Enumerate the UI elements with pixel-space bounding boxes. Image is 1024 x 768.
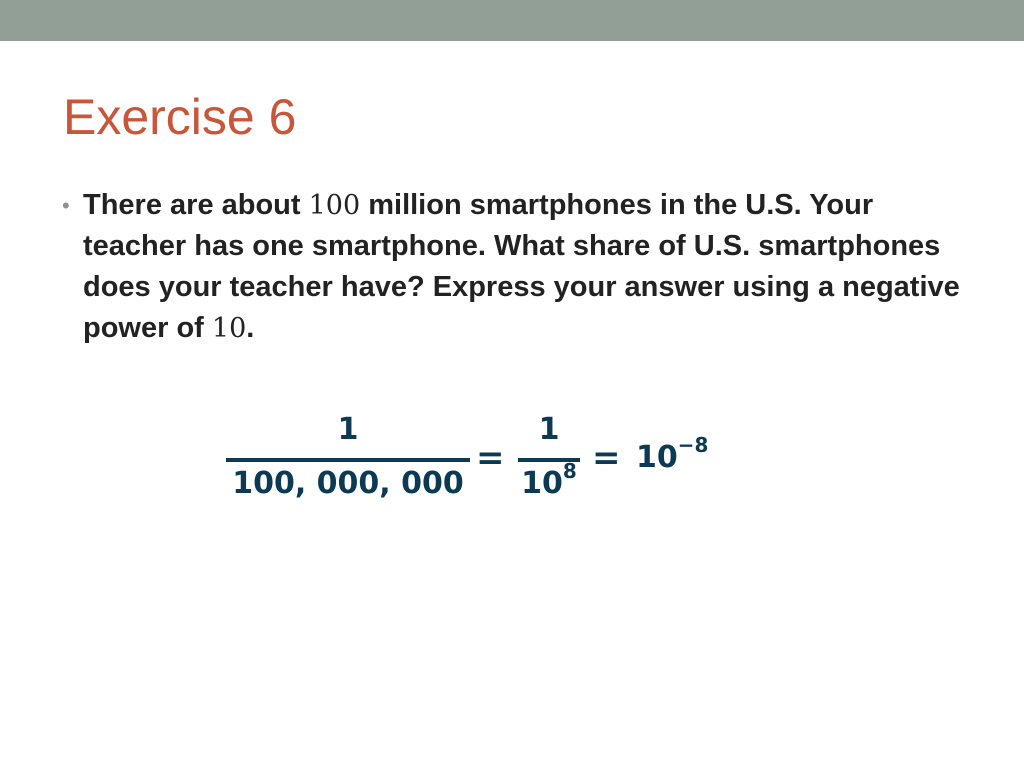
fraction-1-bar xyxy=(226,458,470,462)
slide-title: Exercise 6 xyxy=(63,89,297,145)
fraction-one-over-hundred-million xyxy=(226,410,470,510)
bullet-number-100: 100 xyxy=(308,190,361,221)
bullet-item xyxy=(62,185,962,349)
bullet-number-10: 10 xyxy=(211,313,247,344)
bullet-text-part-2: million smartphones in the U.S. Your teacher has one smartphone. What share of U.S. smartphones does your teacher have? Express your answer using a negative power of xyxy=(83,189,960,344)
bullet-text xyxy=(83,185,963,349)
top-accent-bar xyxy=(0,0,1024,41)
equals-sign-2: = xyxy=(592,438,621,478)
fraction-2-numerator: 1 xyxy=(538,412,560,447)
result-base: 10 xyxy=(636,440,678,475)
equation-result xyxy=(636,433,709,478)
fraction-2-denominator-exponent: 8 xyxy=(562,459,577,483)
fraction-2-denominator xyxy=(518,459,580,502)
fraction-one-over-ten-to-eight xyxy=(518,410,580,510)
bullet-text-part-3: . xyxy=(246,312,255,344)
equals-sign-1: = xyxy=(476,438,505,478)
fraction-1-denominator: 100, 000, 000 xyxy=(232,466,464,501)
bullet-dot-icon: • xyxy=(62,193,70,218)
bullet-text-part-1: There are about xyxy=(83,189,309,221)
fraction-2-denominator-base: 10 xyxy=(521,466,563,501)
fraction-1-numerator: 1 xyxy=(337,412,359,447)
result-exponent: −8 xyxy=(677,433,709,457)
